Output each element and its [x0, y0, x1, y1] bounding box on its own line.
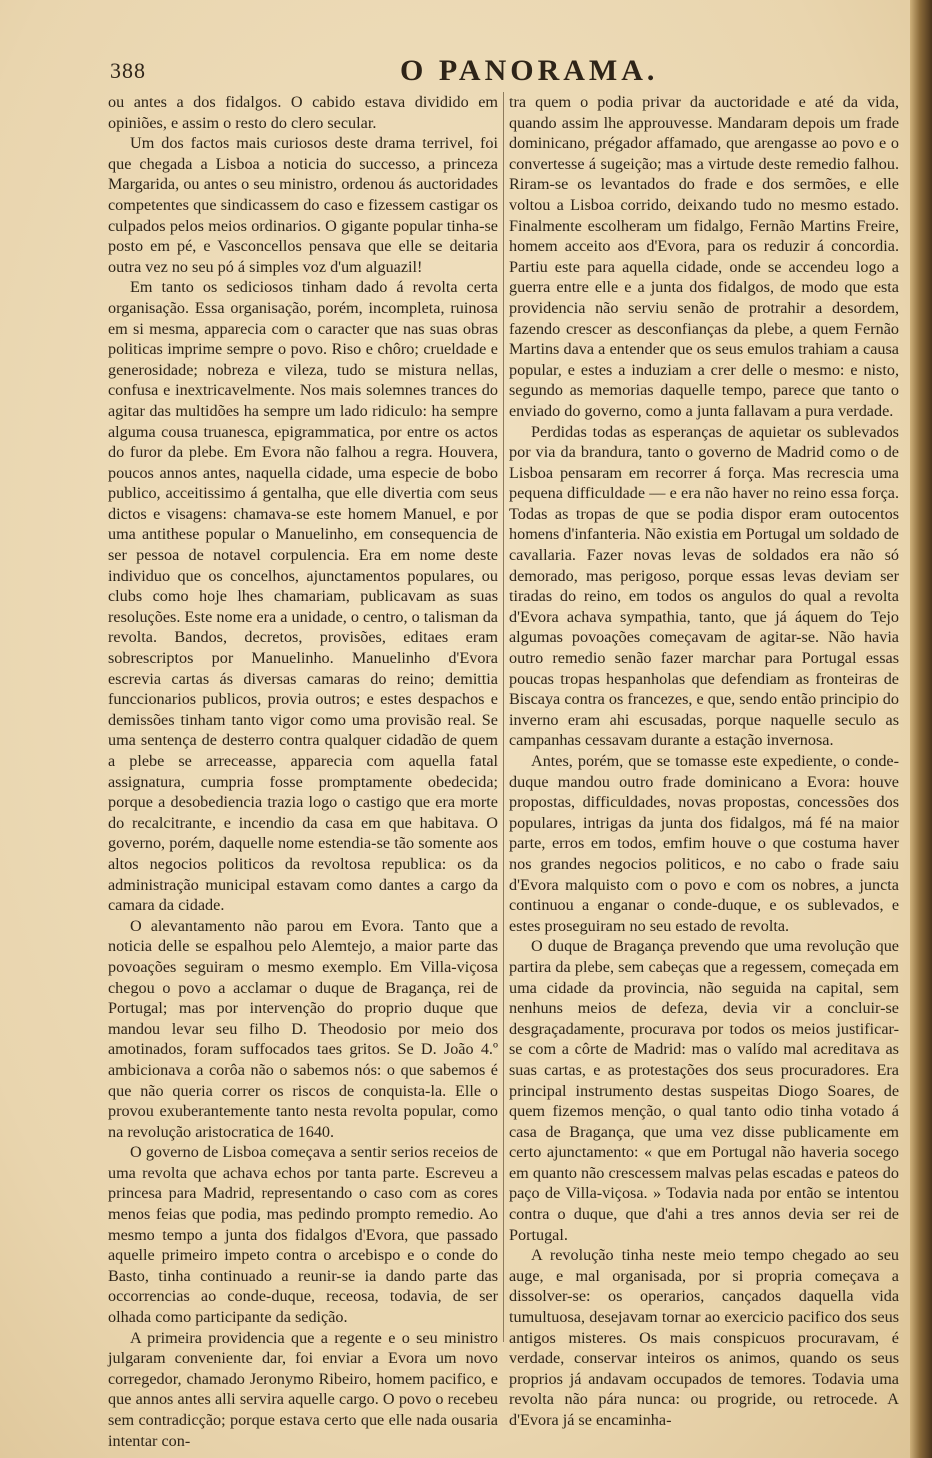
right-column — [509, 92, 899, 1432]
left-column — [108, 92, 498, 1450]
column-divider — [503, 92, 504, 1342]
paragraph: A primeira providencia que a regente e o seu ministro julgaram conveniente dar, foi enviar a Evora um novo corregedor, chamado Jeronymo Ribeiro, homem pacifico, e que annos antes alli servira aquelle cargo. O povo o recebeu sem contradicção; porque estava certo que elle nada ousaria intentar con- — [108, 1328, 498, 1450]
paragraph: A revolução tinha neste meio tempo chegado ao seu auge, e mal organisada, por si propria começava a dissolver-se: os operarios, cançados daquella vida tumultuosa, desejavam tornar ao exercicio pacifico dos seus antigos misteres. Os mais conspicuos procuravam, é verdade, conservar inteiros os animos, quando os seus proprios já andavam occupados de temores. Todavia uma revolta não pára nunca: ou progride, ou retrocede. A d'Evora já se encaminha- — [509, 1246, 899, 1429]
paragraph: O duque de Bragança prevendo que uma revolução que partira da plebe, sem cabeças que a regessem, começada em uma cidade da provincia, não seguida na capital, sem nenhuns meios de defeza, devia vir a concluir-se desgraçadamente, procurava por todos os meios justificar-se com a côrte de Madrid: mas o valído mal acreditava as suas cartas, e as protestações dos seus procuradores. Era principal instrumento destas suspeitas Diogo Soares, de quem fizemos menção, o qual tanto odio tinha votado á casa de Bragança, que uma vez disse publicamente em certo ajunctamento: « que em Portugal não haveria socego em quanto não crescessem malvas pelas escadas e pateos do paço de Villa-viçosa. » Todavia nada por então se intentou contra o duque, que d'ahi a tres annos devia ser rei de Portugal. — [509, 937, 899, 1244]
paragraph: Perdidas todas as esperanças de aquietar os sublevados por via da brandura, tanto o governo de Madrid como o de Lisboa pensaram em recorrer á força. Mas recrescia uma pequena difficuldade — e era não haver no reino essa força. Todas as tropas de que se podia dispor eram outocentos homens d'infanteria. Não existia em Portugal um soldado de cavallaria. Fazer novas levas de soldados era não só demorado, mas perigoso, porque essas levas deviam ser tiradas do reino, em todos os angulos do qual a revolta d'Evora achava sympathia, tanto, que já áquem do Tejo algumas povoações começavam de agitar-se. Não havia outro remedio senão fazer marchar para Portugal essas poucas tropas hespanholas que defendiam as fronteiras de Biscaya contra os francezes, e que, sendo então principio do inverno eram ahi escusadas, porque naquelle seculo as campanhas cessavam durante a estação invernosa. — [509, 422, 899, 750]
paragraph: ou antes a dos fidalgos. O cabido estava dividido em opiniões, e assim o resto do clero secular. — [108, 93, 498, 132]
book-spine-edge — [910, 0, 932, 1458]
paragraph: Um dos factos mais curiosos deste drama terrivel, foi que chegada a Lisboa a noticia do successo, a princeza Margarida, ou antes o seu ministro, ordenou ás auctoridades competentes que sindicassem do caso e fizessem castigar os culpados pelos meios ordinarios. O gigante popular tinha-se posto em pé, e Vasconcellos pensava que elle se deitaria outra vez no seu pó á simples voz d'um alguazil! — [108, 134, 498, 276]
paragraph: tra quem o podia privar da auctoridade e até da vida, quando assim lhe approuvesse. Mandaram depois um frade dominicano, prégador affamado, que arengasse ao povo e o convertesse á sugeição; mas a virtude deste remedio falhou. Riram-se os levantados do frade e dos sermões, e elle voltou a Lisboa corrido, deixando tudo no mesmo estado. Finalmente escolheram um fidalgo, Fernão Martins Freire, homem acceito aos d'Evora, para os reduzir á concordia. Partiu este para aquella cidade, onde se accendeu logo a guerra entre elle e a junta dos fidalgos, de modo que esta providencia não serviu senão de protrahir a desordem, fazendo crescer as desconfianças da plebe, a quem Fernão Martins dava a entender que os seus emulos trahiam a causa popular, e estes a induziam a crer delle o mesmo: e nisto, segundo as memorias daquelle tempo, parece que tanto o enviado do governo, como a junta fallavam a pura verdade. — [509, 93, 899, 420]
page-header — [110, 52, 900, 92]
page-number: 388 — [110, 58, 146, 83]
journal-title: O PANORAMA. — [400, 54, 659, 87]
paragraph: Antes, porém, que se tomasse este expediente, o conde-duque mandou outro frade dominicano a Evora: houve propostas, difficuldades, novas propostas, concessões dos populares, intrigas da junta dos fidalgos, má fé na maior parte, erros em todos, emfim houve o que costuma haver nos grandes negocios politicos, e no cabo o frade saiu d'Evora malquisto com o povo e com os nobres, a juncta continuou a enganar o conde-duque, e os sublevados, e estes proseguiram no seu estado de revolta. — [509, 752, 899, 935]
paragraph: O alevantamento não parou em Evora. Tanto que a noticia delle se espalhou pelo Alemtejo, a maior parte das povoações seguiram o mesmo exemplo. Em Villa-viçosa chegou o povo a acclamar o duque de Bragança, rei de Portugal; mas por intervenção do proprio duque que mandou levar seu filho D. Theodosio por meio dos amotinados, foram suffocados taes gritos. Se D. João 4.º ambicionava a corôa não o sabemos nós: o que sabemos é que não queria correr os riscos de conquista-la. Elle o provou exuberantemente tanto nesta revolta popular, como na revolução aristocratica de 1640. — [108, 916, 498, 1141]
paragraph: Em tanto os sediciosos tinham dado á revolta certa organisação. Essa organisação, porém, incompleta, ruinosa em si mesma, apparecia com o caracter que nas suas obras politicas imprime sempre o povo. Riso e chôro; crueldade e generosidade; nobreza e vileza, tudo se mistura nellas, confusa e inextricavelmente. Nos mais solemnes trances do agitar das multidões ha sempre um lado ridiculo: ha sempre alguma cousa truanesca, epigrammatica, por entre os actos do furor da plebe. Em Evora não falhou a regra. Houvera, poucos annos antes, naquella cidade, uma especie de bobo publico, acceitissimo á gentalha, que elle divertia com seus dictos e visagens: chamava-se este homem Manuel, e por uma antithese popular o Manuelinho, em consequencia de ser pessoa de notavel corpulencia. Era em nome deste individuo que os concelhos, ajunctamentos populares, ou clubs como hoje lhes chamariam, publicavam as suas resoluções. Este nome era a unidade, o centro, o talisman da revolta. Bandos, decretos, provisões, editaes eram sobrescriptos por Manuelinho. Manuelinho d'Evora escrevia cartas ás diversas camaras do reino; demittia funccionarios publicos, provia outros; e estes despachos e demissões tinham tanto vigor como uma provisão real. Se uma sentença de desterro contra qualquer cidadão de quem a plebe se arreceasse, apparecia com aquella fatal assignatura, cumpria fosse promptamente obedecida; porque a desobediencia trazia logo o castigo que era morte do recalcitrante, e incendio da casa em que habitava. O governo, porém, daquelle nome estendia-se tão somente aos altos negocios politicos da revoltosa republica: os da administração municipal estavam como dantes a cargo da camara da cidade. — [108, 278, 498, 915]
paragraph: O governo de Lisboa começava a sentir serios receios de uma revolta que achava echos por tanta parte. Escreveu a princesa para Madrid, representando o caso com as cores menos feias que podia, mas pedindo prompto remedio. Ao mesmo tempo a junta dos fidalgos d'Evora, que passado aquelle primeiro impeto contra o arcebispo e o conde do Basto, tinha continuado a reunir-se ia dando parte das occorrencias ao conde-duque, receosa, todavia, de ser olhada como participante da sedição. — [108, 1143, 498, 1327]
